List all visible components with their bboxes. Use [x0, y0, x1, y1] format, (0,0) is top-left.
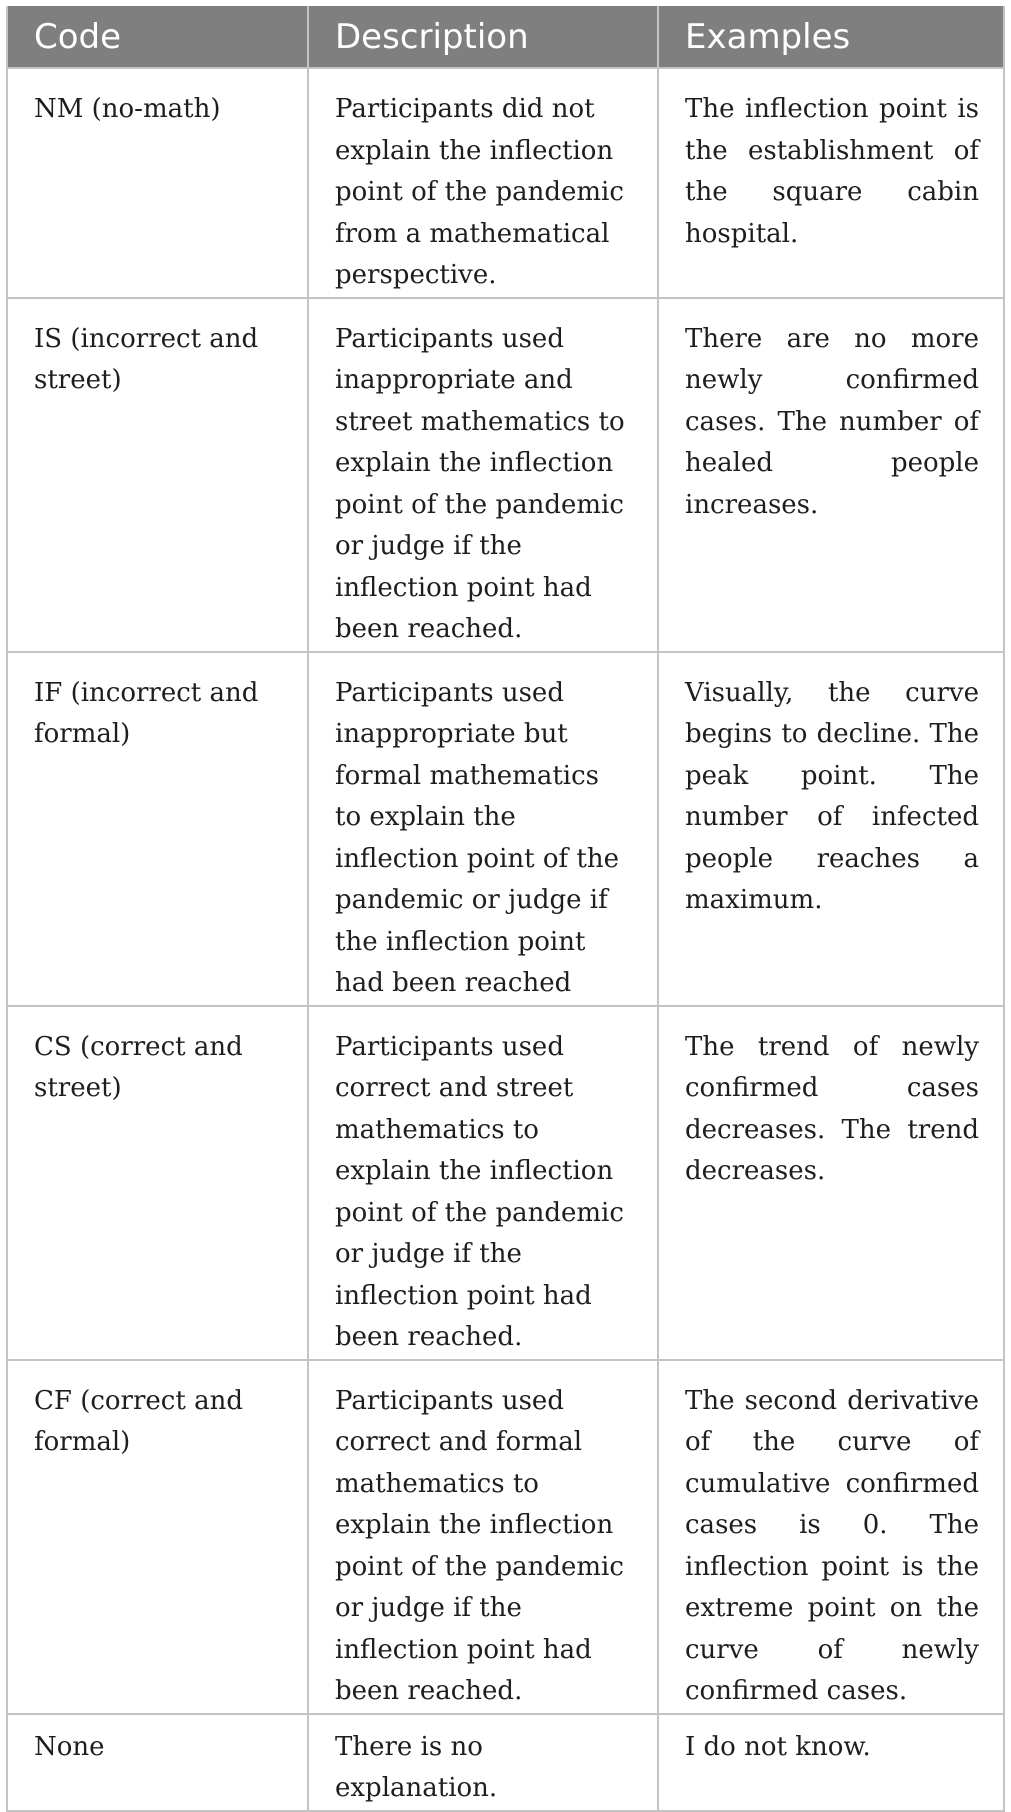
code-cell: NM (no-math): [7, 68, 308, 298]
code-cell: IS (incorrect and street): [7, 298, 308, 652]
table-row: [7, 298, 1004, 652]
coding-table-container: [6, 6, 1003, 1812]
examples-cell: There are no more newly confirmed cases. The number of healed people increases.: [658, 298, 1004, 652]
code-cell: CF (correct and formal): [7, 1360, 308, 1714]
table-row: [7, 68, 1004, 298]
table-row: [7, 652, 1004, 1006]
description-cell: Participants used inappropriate but formal mathematics to explain the inflection point of the pandemic or judge if the inflection point had been reached: [308, 652, 658, 1006]
examples-cell: The trend of newly confirmed cases decreases. The trend decreases.: [658, 1006, 1004, 1360]
description-cell: Participants used inappropriate and street mathematics to explain the inflection point of the pandemic or judge if the inflection point had been reached.: [308, 298, 658, 652]
code-cell: IF (incorrect and formal): [7, 652, 308, 1006]
description-cell: Participants used correct and formal mathematics to explain the inflection point of the pandemic or judge if the inflection point had been reached.: [308, 1360, 658, 1714]
header-examples: Examples: [658, 6, 1004, 68]
table-row: [7, 1360, 1004, 1714]
coding-scheme-table: [6, 6, 1005, 1812]
table-row: [7, 1006, 1004, 1360]
table-header-row: [7, 6, 1004, 68]
description-cell: There is no explanation.: [308, 1714, 658, 1811]
examples-cell: The inflection point is the establishment of the square cabin hospital.: [658, 68, 1004, 298]
table-row: [7, 1714, 1004, 1811]
code-cell: CS (correct and street): [7, 1006, 308, 1360]
description-cell: Participants used correct and street mathematics to explain the inflection point of the pandemic or judge if the inflection point had been reached.: [308, 1006, 658, 1360]
examples-cell: I do not know.: [658, 1714, 1004, 1811]
header-description: Description: [308, 6, 658, 68]
examples-cell: The second derivative of the curve of cumulative confirmed cases is 0. The inflection point is the extreme point on the curve of newly confirmed cases.: [658, 1360, 1004, 1714]
code-cell: None: [7, 1714, 308, 1811]
header-code: Code: [7, 6, 308, 68]
description-cell: Participants did not explain the inflection point of the pandemic from a mathematical perspective.: [308, 68, 658, 298]
examples-cell: Visually, the curve begins to decline. The peak point. The number of infected people reaches a maximum.: [658, 652, 1004, 1006]
